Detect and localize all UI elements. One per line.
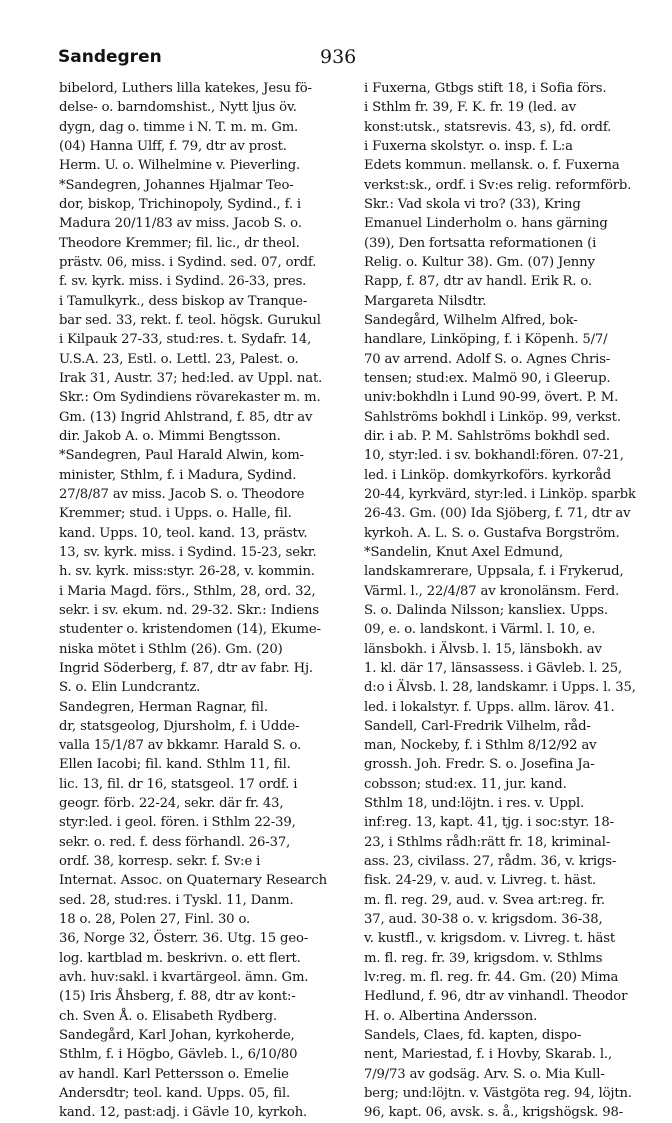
text-line: Relig. o. Kultur 38). Gm. (07) Jenny (364, 254, 595, 270)
text-line: 26-43. Gm. (00) Ida Sjöberg, f. 71, dtr av (364, 506, 631, 522)
text-line: sed. 28, stud:res. i Tyskl. 11, Danm. (59, 892, 294, 908)
text-line: Irak 31, Austr. 37; hed:led. av Uppl. nat. (59, 370, 323, 386)
text-line: Andersdtr; teol. kand. Upps. 05, fil. (59, 1086, 291, 1102)
text-line: *Sandelin, Knut Axel Edmund, (364, 544, 564, 560)
text-line: Theodore Kremmer; fil. lic., dr theol. (59, 235, 300, 251)
text-line: handlare, Linköping, f. i Köpenh. 5/7/ (364, 332, 608, 348)
text-line: landskamrerare, Uppsala, f. i Frykerud, (364, 564, 624, 580)
text-line: m. fl. reg. fr. 39, krigsdom. v. Sthlms (364, 950, 603, 966)
text-line: v. kustfl., v. krigsdom. v. Livreg. t. häst (364, 931, 616, 947)
text-line: ch. Sven Å. o. Elisabeth Rydberg. (59, 1008, 277, 1024)
text-line: i Tamulkyrk., dess biskop av Tranque- (59, 293, 308, 309)
text-line: sekr. o. red. f. dess förhandl. 26-37, (59, 834, 291, 850)
text-line: Sandegren, Herman Ragnar, fil. (59, 699, 268, 715)
text-line: valla 15/1/87 av bkkamr. Harald S. o. (59, 738, 302, 754)
text-line: h. sv. kyrk. miss:styr. 26-28, v. kommin. (59, 564, 315, 580)
text-line: led. i Linköp. domkyrkoförs. kyrkoråd (364, 467, 612, 483)
text-line: univ:bokhdln i Lund 90-99, övert. P. M. (364, 390, 619, 406)
text-line: Rapp, f. 87, dtr av handl. Erik R. o. (364, 274, 592, 290)
text-line: H. o. Albertina Andersson. (364, 1008, 538, 1024)
text-line: S. o. Elin Lundcrantz. (59, 680, 201, 696)
text-line: verkst:sk., ordf. i Sv:es relig. reformförb. (364, 177, 632, 193)
text-line: nent, Mariestad, f. i Hovby, Skarab. l., (364, 1047, 613, 1063)
text-line: 70 av arrend. Adolf S. o. Agnes Chris- (364, 351, 611, 367)
text-line: (39), Den fortsatta reformationen (i (364, 235, 597, 251)
text-line: 23, i Sthlms rådh:rätt fr. 18, kriminal- (364, 834, 611, 850)
text-line: i Sthlm fr. 39, F. K. fr. 19 (led. av (364, 100, 576, 116)
text-line: fisk. 24-29, v. aud. v. Livreg. t. häst. (364, 873, 597, 889)
text-line: Hedlund, f. 96, dtr av vinhandl. Theodor (364, 989, 628, 1005)
text-line: Värml. l., 22/4/87 av kronolänsm. Ferd. (364, 583, 620, 599)
text-line: dir. i ab. P. M. Sahlströms bokhdl sed. (364, 428, 610, 444)
page-header (0, 0, 672, 80)
text-line: Margareta Nilsdtr. (364, 293, 487, 309)
text-line: kand. Upps. 10, teol. kand. 13, prästv. (59, 525, 308, 541)
text-line: Herm. U. o. Wilhelmine v. Pieverling. (59, 158, 301, 174)
text-line: studenter o. kristendomen (14), Ekume- (59, 622, 321, 638)
text-line: lv:reg. m. fl. reg. fr. 44. Gm. (20) Mima (364, 970, 619, 986)
text-line: länsbokh. i Älvsb. l. 15, länsbokh. av (364, 641, 602, 657)
text-line: Sahlströms bokhdl i Linköp. 99, verkst. (364, 409, 621, 425)
text-line: Sandell, Carl-Fredrik Vilhelm, råd- (364, 718, 591, 734)
text-line: i Fuxerna skolstyr. o. insp. f. L:a (364, 138, 573, 154)
text-line: dor, biskop, Trichinopoly, Sydind., f. i (59, 196, 301, 212)
page-number: 936 (320, 46, 357, 68)
text-line: m. fl. reg. 29, aud. v. Svea art:reg. fr. (364, 892, 605, 908)
left-column (59, 79, 334, 1121)
text-line: Emanuel Linderholm o. hans gärning (364, 216, 608, 232)
text-line: 13, sv. kyrk. miss. i Sydind. 15-23, sekr. (59, 544, 317, 560)
text-line: kyrkoh. A. L. S. o. Gustafva Borgström. (364, 525, 620, 541)
text-line: dygn, dag o. timme i N. T. m. m. Gm. (59, 119, 299, 135)
text-line: i Kilpauk 27-33, stud:res. t. Sydafr. 14, (59, 332, 312, 348)
text-line: 36, Norge 32, Österr. 36. Utg. 15 geo- (59, 931, 309, 947)
text-line: Internat. Assoc. on Quaternary Research (59, 873, 327, 889)
text-line: ordf. 38, korresp. sekr. f. Sv:e i (59, 854, 261, 870)
text-line: (04) Hanna Ulff, f. 79, dtr av prost. (59, 138, 287, 154)
text-line: kand. 12, past:adj. i Gävle 10, kyrkoh. (59, 1105, 308, 1121)
text-line: tensen; stud:ex. Malmö 90, i Gleerup. (364, 370, 611, 386)
text-line: i Fuxerna, Gtbgs stift 18, i Sofia förs. (364, 81, 607, 96)
text-line: Sandegård, Wilhelm Alfred, bok- (364, 312, 578, 328)
text-line: grossh. Joh. Fredr. S. o. Josefina Ja- (364, 757, 595, 773)
text-line: Ellen Iacobi; fil. kand. Sthlm 11, fil. (59, 757, 291, 773)
text-line: ass. 23, civilass. 27, rådm. 36, v. krigs- (364, 854, 617, 870)
text-line: 09, e. o. landskont. i Värml. l. 10, e. (364, 622, 596, 638)
text-line: 20-44, kyrkvärd, styr:led. i Linköp. sparbk (364, 486, 636, 502)
text-line: 37, aud. 30-38 o. v. krigsdom. 36-38, (364, 912, 603, 928)
text-line: Madura 20/11/83 av miss. Jacob S. o. (59, 216, 302, 232)
text-line: Sandels, Claes, fd. kapten, dispo- (364, 1028, 582, 1044)
text-line: prästv. 06, miss. i Sydind. sed. 07, ordf. (59, 254, 317, 270)
text-line: 1. kl. där 17, länsassess. i Gävleb. l. 25, (364, 660, 623, 676)
text-line: bar sed. 33, rekt. f. teol. högsk. Gurukul (59, 312, 321, 328)
text-line: berg; und:löjtn. v. Västgöta reg. 94, löjtn. (364, 1086, 632, 1102)
text-line: minister, Sthlm, f. i Madura, Sydind. (59, 467, 297, 483)
text-line: Sthlm, f. i Högbo, Gävleb. l., 6/10/80 (59, 1047, 298, 1063)
text-line: 18 o. 28, Polen 27, Finl. 30 o. (59, 912, 251, 928)
text-line: geogr. förb. 22-24, sekr. där fr. 43, (59, 796, 284, 812)
text-line: Edets kommun. mellansk. o. f. Fuxerna (364, 158, 620, 174)
text-line: delse- o. barndomshist., Nytt ljus öv. (59, 100, 297, 116)
text-line: S. o. Dalinda Nilsson; kansliex. Upps. (364, 602, 608, 618)
text-line: log. kartblad m. beskrivn. o. ett flert. (59, 950, 301, 966)
text-line: Skr.: Om Sydindiens rövarekaster m. m. (59, 390, 321, 406)
text-line: Sthlm 18, und:löjtn. i res. v. Uppl. (364, 796, 585, 812)
text-line: Ingrid Söderberg, f. 87, dtr av fabr. Hj. (59, 660, 313, 676)
text-line: Sandegård, Karl Johan, kyrkoherde, (59, 1028, 295, 1044)
text-line: i Maria Magd. förs., Sthlm, 28, ord. 32, (59, 583, 316, 599)
text-line: dir. Jakob A. o. Mimmi Bengtsson. (59, 428, 281, 444)
right-column (364, 79, 639, 1121)
text-line: Gm. (13) Ingrid Ahlstrand, f. 85, dtr av (59, 409, 313, 425)
running-head: Sandegren (58, 47, 162, 67)
text-line: d:o i Älvsb. l. 28, landskamr. i Upps. l. 35, (364, 680, 636, 696)
text-line: *Sandegren, Paul Harald Alwin, kom- (59, 448, 304, 464)
text-line: Skr.: Vad skola vi tro? (33), Kring (364, 196, 581, 212)
text-line: 10, styr:led. i sv. bokhandl:fören. 07-21, (364, 448, 624, 464)
text-line: inf:reg. 13, kapt. 41, tjg. i soc:styr. 18- (364, 815, 614, 831)
text-line: sekr. i sv. ekum. nd. 29-32. Skr.: Indiens (59, 602, 319, 618)
text-line: cobsson; stud:ex. 11, jur. kand. (364, 776, 567, 792)
text-line: niska mötet i Sthlm (26). Gm. (20) (59, 641, 283, 657)
text-line: konst:utsk., statsrevis. 43, s), fd. ordf. (364, 119, 612, 135)
text-line: 27/8/87 av miss. Jacob S. o. Theodore (59, 486, 305, 502)
text-line: av handl. Karl Pettersson o. Emelie (59, 1066, 289, 1082)
text-line: f. sv. kyrk. miss. i Sydind. 26-33, pres. (59, 274, 307, 290)
text-line: avh. huv:sakl. i kvartärgeol. ämn. Gm. (59, 970, 309, 986)
text-line: (15) Iris Åhsberg, f. 88, dtr av kont:- (59, 989, 296, 1005)
text-line: man, Nockeby, f. i Sthlm 8/12/92 av (364, 738, 597, 754)
text-line: Kremmer; stud. i Upps. o. Halle, fil. (59, 506, 292, 522)
text-line: 96, kapt. 06, avsk. s. å., krigshögsk. 98- (364, 1105, 624, 1121)
text-line: lic. 13, fil. dr 16, statsgeol. 17 ordf. i (59, 776, 298, 792)
text-line: bibelord, Luthers lilla katekes, Jesu fö- (59, 81, 312, 96)
text-line: *Sandegren, Johannes Hjalmar Teo- (59, 177, 294, 193)
text-line: styr:led. i geol. fören. i Sthlm 22-39, (59, 815, 296, 831)
text-line: 7/9/73 av godsäg. Arv. S. o. Mia Kull- (364, 1066, 605, 1082)
text-line: led. i lokalstyr. f. Upps. allm. lärov. 41. (364, 699, 615, 715)
text-line: U.S.A. 23, Estl. o. Lettl. 23, Palest. o. (59, 351, 299, 367)
text-line: dr, statsgeolog, Djursholm, f. i Udde- (59, 718, 300, 734)
